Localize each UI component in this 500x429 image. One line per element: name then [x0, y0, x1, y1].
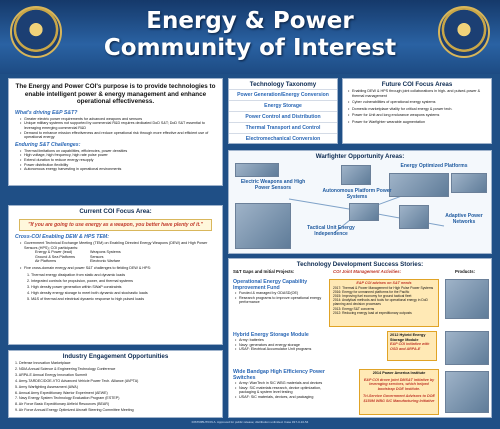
soldier-image	[349, 203, 379, 221]
list-item: • Cyber vulnerabilities of operational energy systems	[348, 100, 488, 105]
ship-image	[451, 173, 487, 193]
taxonomy-item: Power Generation/Energy Conversion	[229, 89, 337, 100]
list-item: 5. Army Warfighting Assessment (AWA)	[15, 384, 78, 389]
future-panel	[342, 78, 492, 144]
participant-grid	[35, 250, 216, 264]
list-item: • Power distribution flexibility	[20, 163, 216, 168]
list-item: 9. Air Force Annual Energy Optimized Aircraft Steering Committee Meeting	[15, 408, 134, 413]
poster-title	[70, 8, 430, 62]
vehicle-image	[235, 203, 291, 249]
list-item: • Research programs to improve operational energy performance	[235, 296, 325, 305]
hesm-heading: Hybrid Energy Storage Module	[233, 332, 309, 338]
list-item: 3. High density power generation within SWaP constraints	[27, 284, 122, 289]
list-item: • Navy: generators and energy storage	[235, 343, 325, 348]
five-challenges-list	[15, 272, 216, 303]
list-item: • Domestic marketplace vitality for critical energy & power tech.	[348, 107, 488, 112]
current-focus-panel	[8, 205, 223, 345]
purpose-statement: The Energy and Power COI's purpose is to provide technologies to enable intelligent power & energy management and enhance operational effectiveness.	[15, 83, 216, 106]
box-line: 2015: Improving fuel economy for ground tactical fleet	[333, 294, 412, 298]
list-item: • Thermal limitations on capabilities, efficiencies, power densities	[20, 149, 216, 154]
what-driving-heading: What's driving E&P S&T?	[15, 109, 78, 116]
title-line-2: Community of Interest	[103, 35, 397, 61]
list-item: • Demand to enhance mission effectiveness and reduce operational risk through more effective and efficient use of operational energy	[20, 131, 216, 140]
industry-list	[15, 361, 216, 414]
list-item: • Extend duration to reduce energy resupply	[20, 158, 216, 163]
list-item: 3. ARPA-E Annual Energy Innovation Summit	[15, 372, 88, 377]
participant: Weapons Systems	[90, 250, 121, 255]
taxonomy-panel	[228, 78, 338, 144]
list-item: • Navy: SiC materials research, device optimization, packaging & system level testing	[235, 386, 333, 395]
list-item: • Five cross-domain energy and power S&T challenges to fielding DEW & HPS:	[20, 266, 216, 271]
box-note: E&P COI initiative with OSD and ARPA-E	[390, 342, 430, 351]
what-driving-list	[15, 117, 216, 140]
box-title: 2012 Hybrid Energy Storage Module	[390, 333, 426, 342]
purpose-panel	[8, 78, 223, 186]
list-item: • Power for Unit and long endurance weapons systems	[348, 113, 488, 118]
adaptive-networks-label: Adaptive Power Networks	[445, 213, 483, 225]
products-col-heading: Products:	[455, 269, 476, 274]
list-item: 2. NDIA Annual Science & Engineering Technology Conference	[15, 366, 116, 371]
ocif-activity-box	[329, 279, 439, 327]
hesm-block	[233, 332, 325, 352]
future-list	[343, 89, 491, 125]
box-line: 2014: Analytical methods and tools for operational energy in DoD planning and decision processes	[333, 298, 428, 307]
box-note: E&P COI drove joint DMS&T initiative by leveraging services, which helped bootstrap DOE Institute.	[363, 377, 435, 391]
box-title: 2014 Power America Institute	[372, 371, 426, 375]
warfighter-panel	[228, 150, 492, 254]
ocif-block	[233, 279, 325, 305]
list-item: 8. Air Force Basic Expeditionary Airfield Resources (BEAR)	[15, 402, 110, 407]
participant: Energy & Power (lead)	[35, 250, 73, 255]
box-line: 2017: Thermal & Power Management for High Pulse Power Systems	[333, 285, 434, 290]
list-item: 4. High density energy storage to meet both dynamic and stochastic loads	[27, 291, 148, 296]
five-challenges-intro	[15, 266, 216, 271]
title-line-1: Energy & Power	[146, 8, 354, 34]
energy-optimized-label: Energy Optimized Platforms	[400, 163, 468, 169]
cross-coi-list	[15, 241, 216, 250]
ocif-list	[233, 291, 325, 305]
tactical-unit-label: Tactical Unit Energy Independence	[307, 225, 355, 237]
list-item: 7. Navy Energy System Technology Evaluation Program (ESTEP)	[15, 396, 120, 401]
autonomous-power-label: Autonomous Platform Power Systems	[322, 188, 392, 200]
wbg-block	[233, 369, 333, 399]
dod-seal-icon	[10, 6, 62, 58]
drone-image	[341, 165, 371, 185]
taxonomy-list	[229, 89, 337, 144]
focus-quote: "If you are going to use energy as a weapon, you better have plenty of it."	[19, 219, 212, 231]
list-item: • Unique military systems not supported by commercial R&D requires dedicated DoD S&T; DoD S&T essential to leveraging emerging commercial R&D	[20, 121, 216, 130]
participant: Ground & Sea Platforms	[35, 254, 75, 259]
taxonomy-title: Technology Taxonomy	[249, 81, 317, 88]
asd-seal-icon	[438, 6, 490, 58]
industry-panel	[8, 350, 223, 418]
ocif-product-image	[445, 279, 489, 319]
success-title: Technology Development Success Stories:	[296, 261, 424, 268]
network-image	[399, 205, 429, 229]
challenges-list	[15, 149, 216, 172]
list-item: • Funded & managed by ODASD(OE)	[235, 291, 325, 296]
list-item: • Army: batteries	[235, 338, 325, 343]
taxonomy-item: Thermal Transport and Control	[229, 122, 337, 133]
poster-header	[0, 0, 500, 74]
taxonomy-item: Power Control and Distribution	[229, 111, 337, 122]
list-item: • Power for Warfighter wearable augmentation	[348, 120, 488, 125]
list-item: 2. Integrated controls for propulsion, power, and thermal systems	[27, 278, 133, 283]
coi-mgmt-col-heading: COI Joint Management Activities:	[333, 269, 402, 274]
box-line: E&P COI advises on S&T needs	[356, 281, 412, 285]
list-item: 4. Army-TARDEC/DOE-VTO Advanced Vehicle Power Tech. Alliance (AVPTA)	[15, 378, 139, 383]
list-item: 5. M&S of thermal and electrical dynamic response to high pulsed loads	[27, 297, 145, 302]
electric-weapons-label: Electric Weapons and High Power Sensors	[240, 179, 306, 191]
list-item: • High voltage, high frequency, high rate pulse power	[20, 153, 216, 158]
hesm-product-image	[445, 331, 489, 365]
list-item: • Autonomous energy harvesting in operational environments	[20, 167, 216, 172]
wbg-product-image	[445, 371, 489, 413]
list-item: • USAF: SiC materials, devices, and packaging	[235, 395, 333, 400]
list-item: • Greater electric power requirements for advanced weapons and sensors	[20, 117, 216, 122]
list-item: 6. Annual Army Expeditionary Warrior Experiment (AEWE)	[15, 390, 108, 395]
cross-coi-heading: Cross-COI Enabling DEW & HPS TEM:	[15, 234, 109, 240]
current-focus-title: Current COI Focus Area:	[79, 208, 152, 215]
participant: Electronic Warfare	[90, 259, 121, 264]
box-line: 2012: Reducing energy load at expeditionary outposts	[333, 310, 412, 315]
participant: Air Platforms	[35, 259, 57, 264]
box-line: 2013: Energy S&T concerns	[333, 306, 375, 311]
list-item: • USAF: Electrical Accumulator Unit programs	[235, 347, 325, 352]
hesm-list	[233, 338, 325, 352]
challenges-heading: Enduring S&T Challenges:	[15, 141, 81, 148]
wbg-list	[233, 381, 333, 399]
list-item: • Army: WanTech in SiC WBG materials and devices	[235, 381, 333, 386]
box-line: 2016: Energy for unmanned platforms for the Pacific	[333, 289, 410, 294]
list-item: 1. Thermal energy dissipation from static and dynamic loads	[27, 272, 126, 277]
success-panel	[228, 258, 492, 418]
distribution-footer: DISTRIBUTION A. Approved for public release; distribution unlimited. Case #17-3-10-54	[191, 420, 309, 424]
future-title: Future COI Focus Areas	[381, 81, 453, 88]
taxonomy-item: Energy Storage	[229, 100, 337, 111]
box-note: Tri-Service Government Advisors to DOE $150M WBG SiC Manufacturing Initiative	[363, 394, 435, 403]
participant: Sensors	[90, 254, 104, 259]
industry-title: Industry Engagement Opportunities	[62, 353, 169, 360]
weapon-image	[235, 163, 279, 177]
list-item: • Enabling DEW & HPS through joint collaborations in high- and pulsed-power & thermal management	[348, 89, 488, 98]
hesm-activity-box	[387, 331, 437, 361]
list-item: 1. Defense Innovation Marketplace	[15, 361, 71, 365]
list-item: • Government Technical Exchange Meeting (TEM) on Enabling Directed Energy Weapons (DEW) and High Power Sensors (HPS); COI participants:	[20, 241, 216, 250]
warfighter-title: Warfighter Opportunity Areas:	[315, 153, 405, 160]
gaps-col-heading: S&T Gaps and Initial Projects:	[233, 269, 295, 274]
aircraft-image	[389, 173, 449, 197]
wbg-activity-box	[359, 369, 439, 415]
ocif-heading: Operational Energy Capability Improvement Fund	[233, 279, 308, 291]
wbg-heading: Wide Bandgap High Efficiency Power Switches	[233, 369, 325, 381]
taxonomy-item: Electromechanical Conversion	[229, 133, 337, 144]
